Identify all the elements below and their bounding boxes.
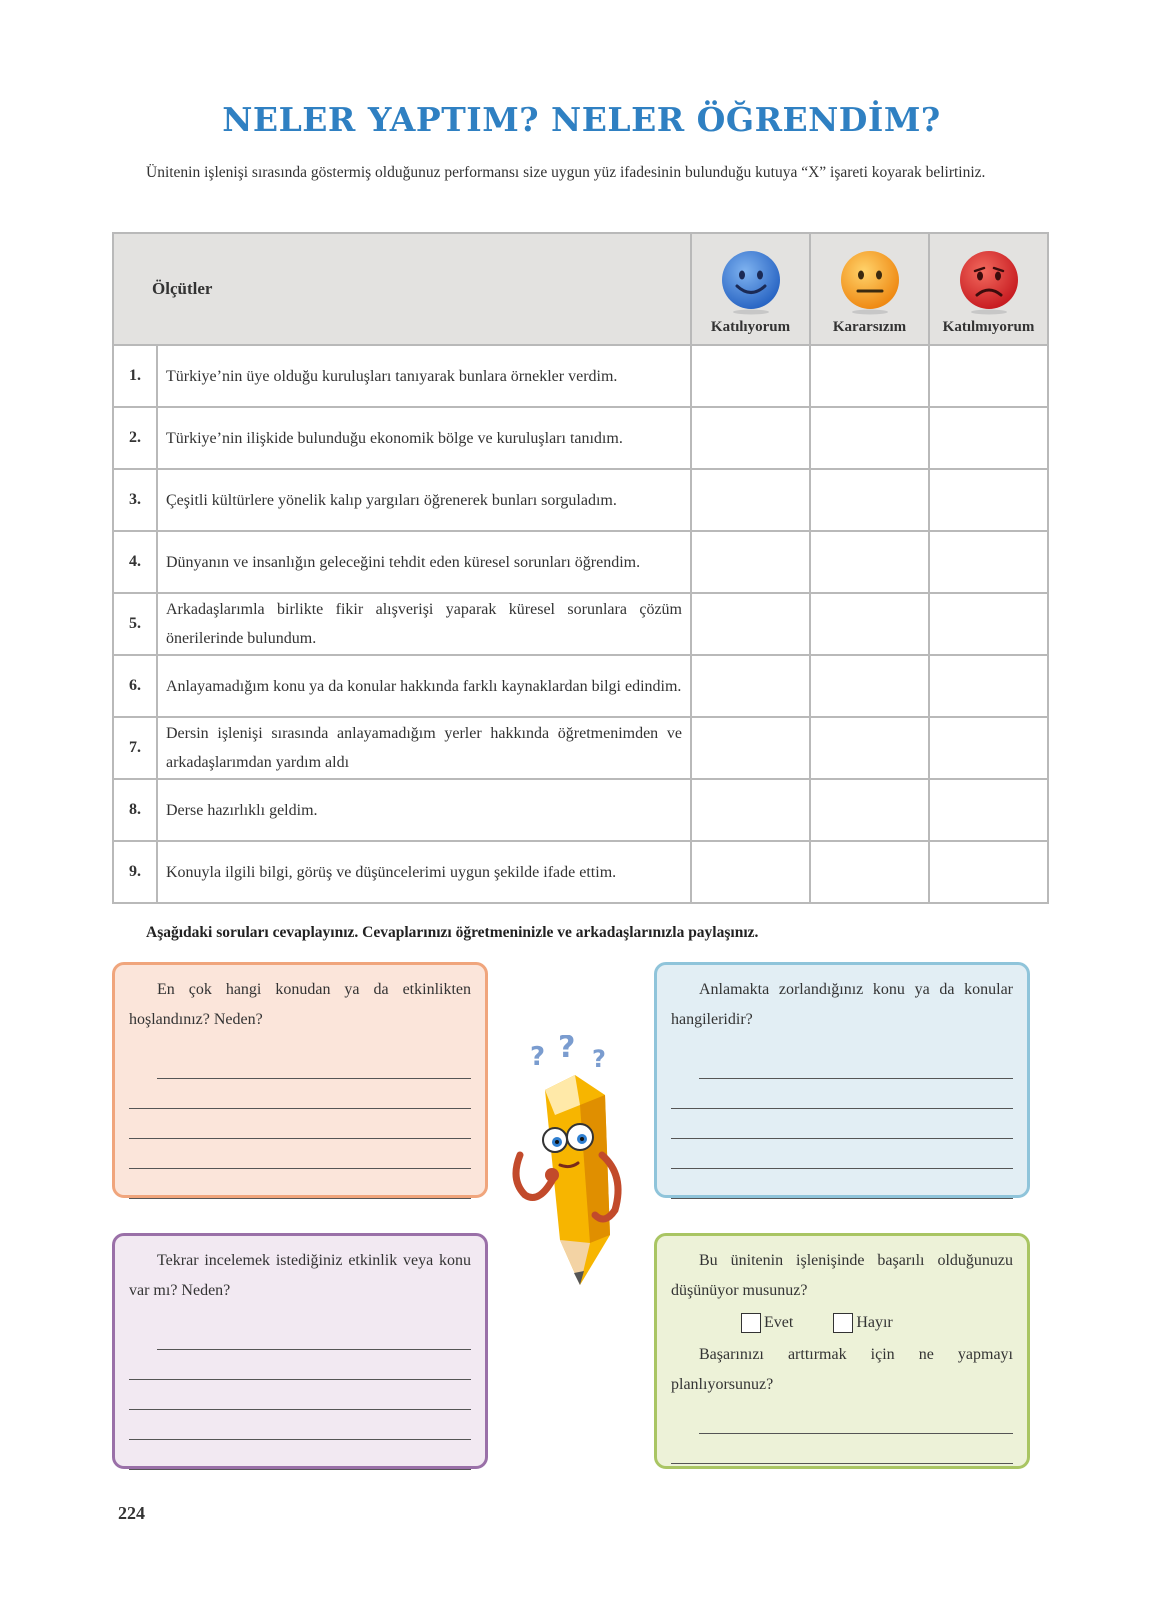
happy-face-icon	[720, 249, 782, 315]
criteria-rows	[113, 345, 1048, 903]
answer-lines-enjoyed[interactable]	[129, 1049, 471, 1199]
answer-cell-disagree[interactable]	[929, 593, 1048, 655]
answer-cell-agree[interactable]	[691, 841, 810, 903]
answer-cell-disagree[interactable]	[929, 717, 1048, 779]
question-text-success: Bu ünitenin işlenişinde başarılı olduğunuzu düşünüyor musunuz?	[671, 1252, 1013, 1299]
answer-line[interactable]	[157, 1049, 471, 1079]
answer-line[interactable]	[699, 1404, 1013, 1434]
row-number: 5.	[113, 593, 157, 655]
answer-line[interactable]	[129, 1410, 471, 1440]
question-text-difficult: Anlamakta zorlandığınız konu ya da konular hangileridir?	[671, 981, 1013, 1028]
option-label-undecided: Kararsızım	[832, 319, 907, 335]
answer-lines-improve[interactable]	[671, 1404, 1013, 1464]
instruction-text: Aşağıdaki soruları cevaplayınız. Cevaplarınızı öğretmeninizle ve arkadaşlarınızla paylaşınız.	[146, 924, 759, 941]
answer-cell-disagree[interactable]	[929, 469, 1048, 531]
answer-cell-agree[interactable]	[691, 593, 810, 655]
answer-cell-agree[interactable]	[691, 407, 810, 469]
answer-cell-disagree[interactable]	[929, 655, 1048, 717]
answer-lines-difficult[interactable]	[671, 1049, 1013, 1199]
answer-cell-disagree[interactable]	[929, 531, 1048, 593]
criteria-text: Çeşitli kültürlere yönelik kalıp yargıları öğrenerek bunları sorguladım.	[157, 469, 691, 531]
answer-cell-agree[interactable]	[691, 469, 810, 531]
thinking-pencil-illustration	[500, 1035, 640, 1320]
criteria-text: Türkiye’nin ilişkide bulunduğu ekonomik bölge ve kuruluşları tanıdım.	[157, 407, 691, 469]
no-option[interactable]	[833, 1308, 892, 1338]
answer-cell-undecided[interactable]	[810, 593, 929, 655]
question-box-difficult	[654, 962, 1030, 1198]
criteria-text: Anlayamadığım konu ya da konular hakkında farklı kaynaklardan bilgi edindim.	[157, 655, 691, 717]
criteria-text: Dünyanın ve insanlığın geleceğini tehdit eden küresel sorunları öğrendim.	[157, 531, 691, 593]
yes-label: Evet	[764, 1314, 794, 1331]
answer-line[interactable]	[671, 1109, 1013, 1139]
row-number: 7.	[113, 717, 157, 779]
criteria-row	[113, 841, 1048, 903]
neutral-face-icon	[839, 249, 901, 315]
answer-cell-disagree[interactable]	[929, 779, 1048, 841]
criteria-row	[113, 345, 1048, 407]
row-number: 6.	[113, 655, 157, 717]
question-text-review: Tekrar incelemek istediğiniz etkinlik veya konu var mı? Neden?	[129, 1252, 471, 1299]
answer-line[interactable]	[129, 1139, 471, 1169]
answer-cell-agree[interactable]	[691, 531, 810, 593]
row-number: 2.	[113, 407, 157, 469]
yes-checkbox[interactable]	[741, 1313, 761, 1333]
question-box-enjoyed	[112, 962, 488, 1198]
answer-line[interactable]	[699, 1049, 1013, 1079]
intro-text: Ünitenin işlenişi sırasında göstermiş olduğunuz performansı size uygun yüz ifadesinin bulunduğu kutuya “X” işareti koyarak belirtiniz.	[146, 164, 986, 181]
row-number: 9.	[113, 841, 157, 903]
answer-line[interactable]	[671, 1434, 1013, 1464]
question-text-enjoyed: En çok hangi konudan ya da etkinlikten hoşlandınız? Neden?	[129, 981, 471, 1028]
criteria-row	[113, 593, 1048, 655]
row-number: 4.	[113, 531, 157, 593]
answer-cell-undecided[interactable]	[810, 469, 929, 531]
question-text-improve: Başarınızı arttırmak için ne yapmayı planlıyorsunuz?	[671, 1346, 1013, 1393]
answer-cell-undecided[interactable]	[810, 841, 929, 903]
answer-cell-undecided[interactable]	[810, 345, 929, 407]
question-box-success	[654, 1233, 1030, 1469]
answer-cell-disagree[interactable]	[929, 407, 1048, 469]
answer-line[interactable]	[129, 1169, 471, 1199]
question-box-review	[112, 1233, 488, 1469]
page-number: 224	[118, 1503, 145, 1523]
answer-cell-disagree[interactable]	[929, 345, 1048, 407]
criteria-row	[113, 655, 1048, 717]
yes-option[interactable]	[741, 1308, 793, 1338]
option-header-disagree	[929, 233, 1048, 345]
answer-cell-disagree[interactable]	[929, 841, 1048, 903]
yes-no-options	[741, 1308, 1013, 1338]
answer-cell-undecided[interactable]	[810, 407, 929, 469]
answer-line[interactable]	[671, 1169, 1013, 1199]
criteria-text: Konuyla ilgili bilgi, görüş ve düşüncelerimi uygun şekilde ifade ettim.	[157, 841, 691, 903]
answer-cell-agree[interactable]	[691, 345, 810, 407]
option-label-agree: Katılıyorum	[710, 319, 791, 335]
answer-cell-agree[interactable]	[691, 779, 810, 841]
criteria-text: Türkiye’nin üye olduğu kuruluşları tanıyarak bunlara örnekler verdim.	[157, 345, 691, 407]
answer-cell-agree[interactable]	[691, 717, 810, 779]
answer-line[interactable]	[671, 1079, 1013, 1109]
answer-line[interactable]	[129, 1380, 471, 1410]
answer-line[interactable]	[129, 1440, 471, 1470]
svg-text:?: ?	[530, 1042, 546, 1072]
answer-cell-agree[interactable]	[691, 655, 810, 717]
svg-text:?: ?	[558, 1035, 576, 1065]
criteria-row	[113, 717, 1048, 779]
answer-line[interactable]	[671, 1139, 1013, 1169]
no-label: Hayır	[856, 1314, 893, 1331]
answer-line[interactable]	[129, 1350, 471, 1380]
criteria-row	[113, 531, 1048, 593]
sad-face-icon	[958, 249, 1020, 315]
answer-line[interactable]	[129, 1079, 471, 1109]
answer-lines-review[interactable]	[129, 1320, 471, 1470]
criteria-row	[113, 407, 1048, 469]
option-label-disagree: Katılmıyorum	[942, 319, 1035, 335]
criteria-text: Derse hazırlıklı geldim.	[157, 779, 691, 841]
answer-cell-undecided[interactable]	[810, 655, 929, 717]
no-checkbox[interactable]	[833, 1313, 853, 1333]
criteria-row	[113, 469, 1048, 531]
page-title: NELER YAPTIM? NELER ÖĞRENDİM?	[222, 100, 941, 139]
row-number: 1.	[113, 345, 157, 407]
evaluation-table	[112, 232, 1049, 904]
criteria-text: Arkadaşlarımla birlikte fikir alışverişi yaparak küresel sorunlara çözüm önerilerinde bulundum.	[157, 593, 691, 655]
criteria-header: Ölçütler	[113, 233, 691, 345]
svg-text:?: ?	[592, 1045, 606, 1073]
row-number: 8.	[113, 779, 157, 841]
answer-cell-undecided[interactable]	[810, 717, 929, 779]
answer-cell-undecided[interactable]	[810, 531, 929, 593]
answer-line[interactable]	[129, 1109, 471, 1139]
option-header-agree	[691, 233, 810, 345]
answer-cell-undecided[interactable]	[810, 779, 929, 841]
row-number: 3.	[113, 469, 157, 531]
criteria-row	[113, 779, 1048, 841]
option-header-undecided	[810, 233, 929, 345]
criteria-text: Dersin işlenişi sırasında anlayamadığım yerler hakkında öğretmenimden ve arkadaşlarımdan yardım aldı	[157, 717, 691, 779]
answer-line[interactable]	[157, 1320, 471, 1350]
